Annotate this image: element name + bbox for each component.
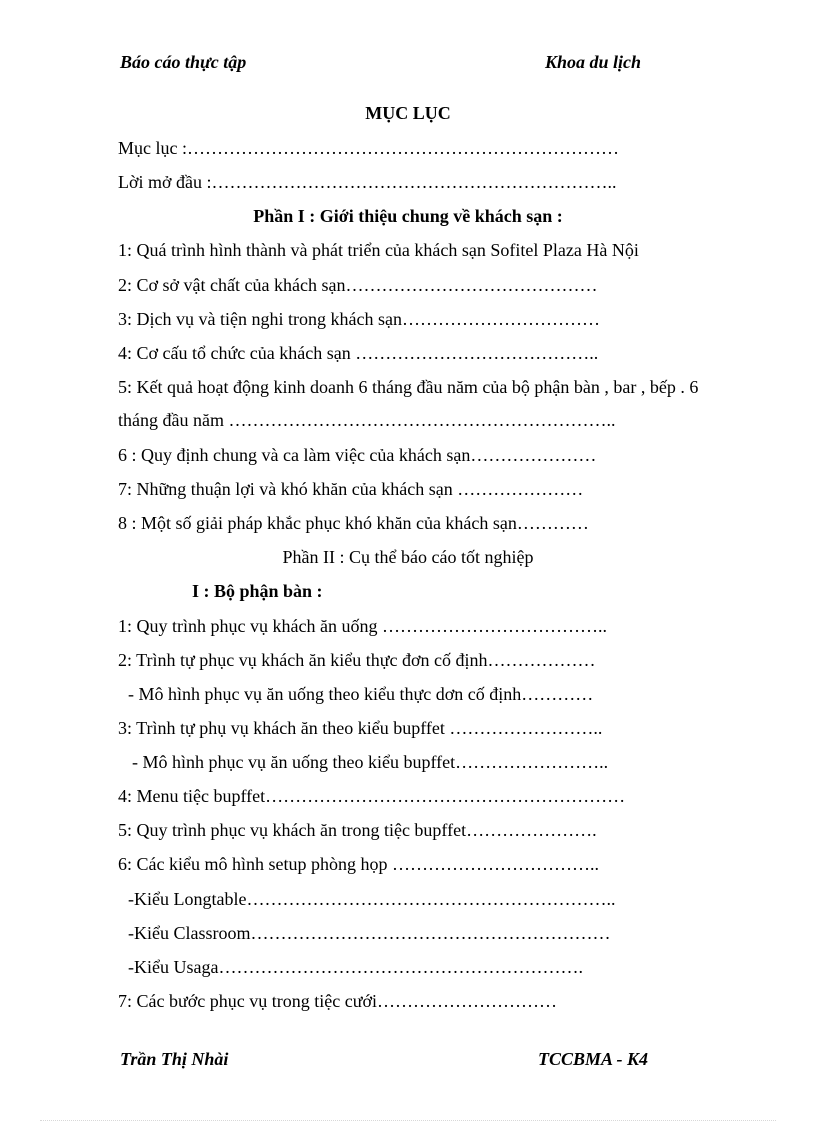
- toc-entry: 3: Trình tự phụ vụ khách ăn theo kiểu bupffet ……………………..: [118, 718, 603, 738]
- toc-subentry: - Mô hình phục vụ ăn uống theo kiểu thực dơn cố định…………: [128, 684, 594, 704]
- toc-part-2-heading: Phần II : Cụ thể báo cáo tốt nghiệp: [282, 547, 534, 567]
- toc-entry: 8 : Một số giải pháp khắc phục khó khăn của khách sạn…………: [118, 513, 589, 533]
- toc-entry: 1: Quá trình hình thành và phát triển của khách sạn Sofitel Plaza Hà Nội: [118, 240, 639, 260]
- toc-entry: 6 : Quy định chung và ca làm việc của khách sạn…………………: [118, 445, 597, 465]
- toc-subentry: -Kiểu Longtable……………………………………………………..: [128, 889, 616, 909]
- toc-entry: 6: Các kiểu mô hình setup phòng họp ……………………………..: [118, 854, 599, 874]
- toc-entry: 5: Kết quả hoạt động kinh doanh 6 tháng đầu năm của bộ phận bàn , bar , bếp . 6: [118, 377, 699, 397]
- toc-entry: 7: Các bước phục vụ trong tiệc cưới…………………………: [118, 991, 557, 1011]
- toc-entry: 4: Menu tiệc bupffet……………………………………………………: [118, 786, 626, 806]
- footer-author: Trần Thị Nhài: [120, 1049, 229, 1069]
- header-faculty: Khoa du lịch: [545, 52, 642, 72]
- toc-subentry: - Mô hình phục vụ ăn uống theo kiểu bupffet……………………..: [132, 752, 609, 772]
- header-report-title: Báo cáo thực tập: [120, 52, 247, 72]
- toc-entry: 7: Những thuận lợi và khó khăn của khách sạn …………………: [118, 479, 584, 499]
- toc-part-1-heading: Phần I : Giới thiệu chung về khách sạn :: [253, 206, 563, 226]
- toc-section-heading: I : Bộ phận bàn :: [192, 581, 323, 601]
- toc-entry: 3: Dịch vụ và tiện nghi trong khách sạn……………………………: [118, 309, 600, 329]
- page-bottom-edge: [40, 1120, 776, 1121]
- toc-entry: 4: Cơ cấu tổ chức của khách sạn …………………………………..: [118, 343, 599, 363]
- toc-entry: 2: Cơ sở vật chất của khách sạn……………………………………: [118, 275, 598, 295]
- footer-class-code: TCCBMA - K4: [538, 1049, 649, 1069]
- toc-entry: 1: Quy trình phục vụ khách ăn uống ………………………………..: [118, 616, 607, 636]
- toc-entry-loi-mo-dau: Lời mở đầu :…………………………………………………………..: [118, 172, 617, 192]
- page-title: MỤC LỤC: [365, 103, 451, 123]
- toc-entry-muc-luc: Mục lục :………………………………………………………………: [118, 138, 619, 158]
- toc-subentry: -Kiểu Usaga…………………………………………………….: [128, 957, 583, 977]
- toc-entry: tháng đầu năm ………………………………………………………..: [118, 410, 616, 430]
- toc-entry: 5: Quy trình phục vụ khách ăn trong tiệc bupffet………………….: [118, 820, 597, 840]
- toc-subentry: -Kiểu Classroom……………………………………………………: [128, 923, 611, 943]
- toc-entry: 2: Trình tự phục vụ khách ăn kiểu thực đơn cố định………………: [118, 650, 596, 670]
